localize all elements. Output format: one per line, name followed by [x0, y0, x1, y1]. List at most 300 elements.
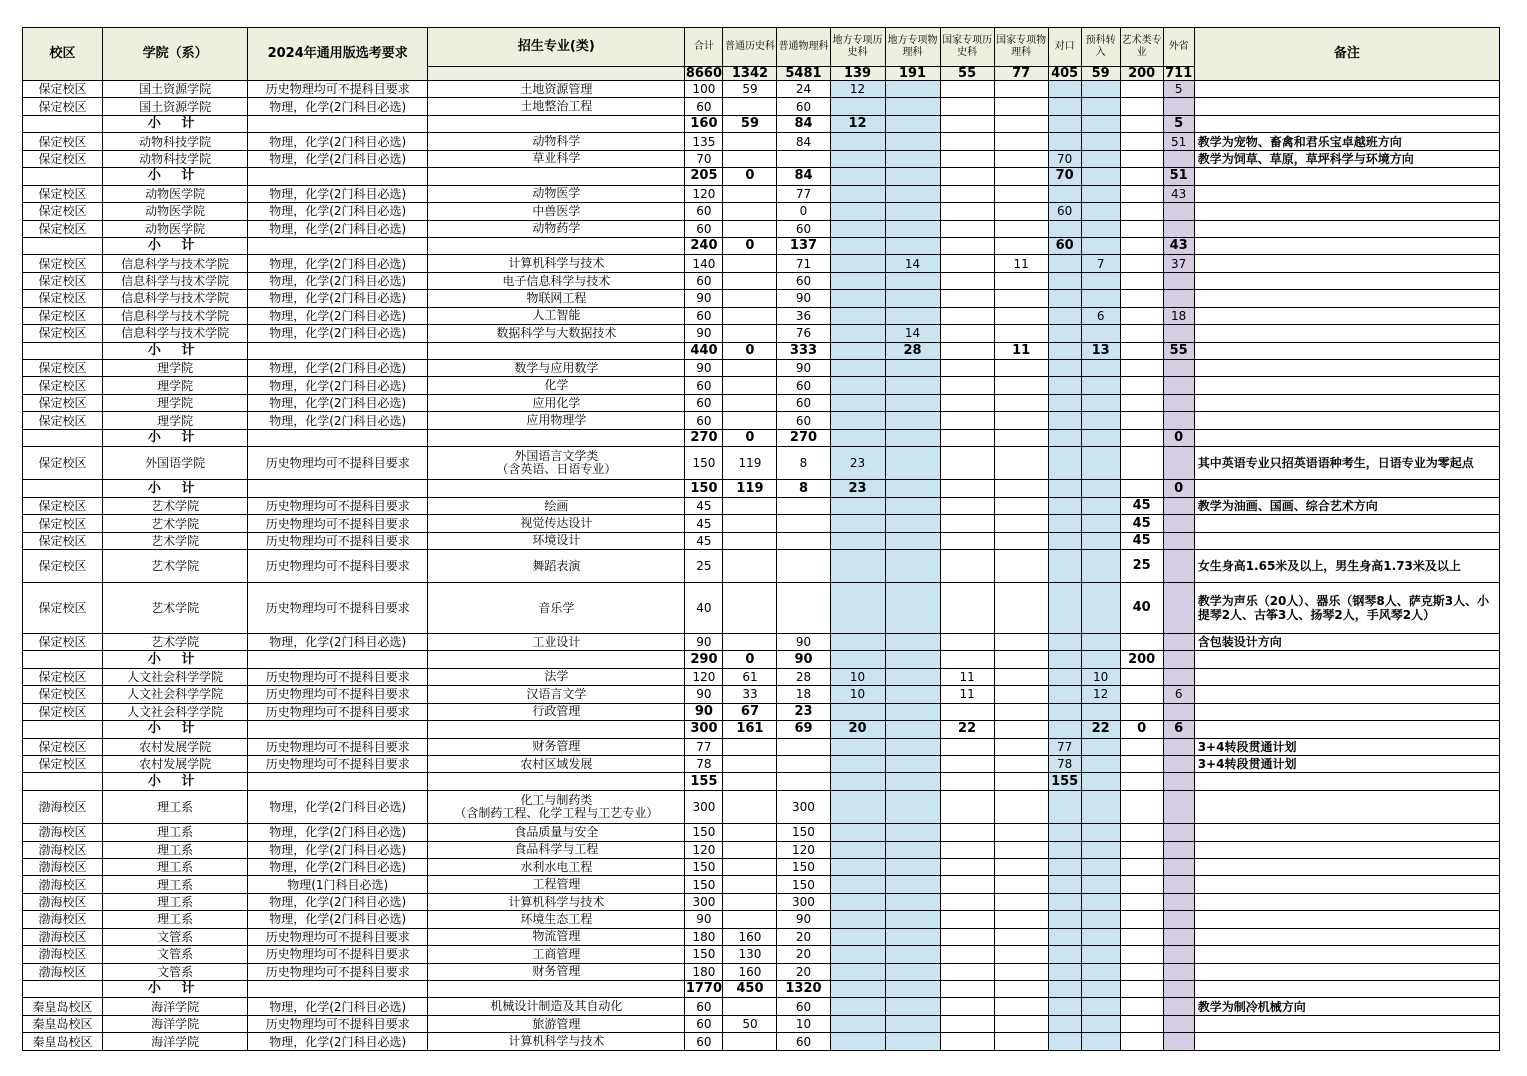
- note-cell: [1194, 272, 1499, 289]
- dfls-cell: [830, 272, 885, 289]
- table-row: [23, 81, 1500, 98]
- req-cell: 历史物理均可不提科目要求: [248, 686, 428, 703]
- total-cell: 60: [685, 1015, 723, 1032]
- req-cell: 历史物理均可不提科目要求: [248, 703, 428, 720]
- ls-cell: [723, 790, 777, 823]
- header-physics: 普通物理科: [777, 28, 830, 67]
- wl-cell: 20: [777, 963, 830, 980]
- ys-cell: 25: [1120, 550, 1163, 583]
- grand-total: 8660: [685, 66, 723, 81]
- req-cell: 物理，化学(2门科目必选): [248, 841, 428, 858]
- college-cell: 理学院: [103, 360, 248, 377]
- campus-cell: 渤海校区: [23, 911, 103, 928]
- total-cell: 60: [685, 412, 723, 429]
- ys-cell: [1120, 307, 1163, 324]
- wl-cell: 90: [777, 911, 830, 928]
- subtotal-yk-cell: [1081, 981, 1120, 998]
- note-cell: [1194, 981, 1499, 998]
- major-name: 财务管理: [532, 739, 581, 754]
- major-name: 工业设计: [532, 634, 581, 649]
- dk-cell: [1048, 633, 1081, 650]
- college-cell: 艺术学院: [103, 583, 248, 633]
- ws-cell: [1163, 497, 1194, 514]
- ls-cell: 67: [723, 703, 777, 720]
- table-row: [23, 307, 1500, 324]
- dfwl-cell: [885, 532, 940, 549]
- ys-cell: [1120, 360, 1163, 377]
- wl-cell: 23: [777, 703, 830, 720]
- gjls-cell: [940, 911, 994, 928]
- college-cell: 外国语学院: [103, 447, 248, 480]
- yk-cell: [1081, 858, 1120, 875]
- subtotal-ws-cell: 43: [1163, 237, 1194, 254]
- header-out-of-province: 外省: [1163, 28, 1194, 67]
- total-cell: 60: [685, 98, 723, 115]
- table-row: [23, 824, 1500, 841]
- dfwl-cell: [885, 824, 940, 841]
- subtotal-dk-cell: [1048, 429, 1081, 446]
- req-cell: 物理，化学(2门科目必选): [248, 360, 428, 377]
- wl-cell: 18: [777, 686, 830, 703]
- dk-cell: [1048, 893, 1081, 910]
- subtotal-total-cell: 270: [685, 429, 723, 446]
- subtotal-total-cell: 205: [685, 168, 723, 185]
- table-row: [23, 858, 1500, 875]
- subtotal-row: [23, 237, 1500, 254]
- dfls-cell: [830, 738, 885, 755]
- dfls-cell: [830, 858, 885, 875]
- major-cell: [428, 203, 685, 220]
- ys-cell: [1120, 325, 1163, 342]
- gjwl-cell: [994, 185, 1048, 202]
- major-cell: [428, 946, 685, 963]
- note-cell: 教学为制冷机械方向: [1194, 998, 1499, 1015]
- gjls-cell: [940, 963, 994, 980]
- ys-cell: [1120, 790, 1163, 823]
- total-cell: 60: [685, 220, 723, 237]
- campus-cell: 秦皇岛校区: [23, 1015, 103, 1032]
- major-cell: [428, 255, 685, 272]
- table-row: [23, 633, 1500, 650]
- subtotal-total-cell: 440: [685, 342, 723, 359]
- major-cell: [428, 1015, 685, 1032]
- yk-cell: [1081, 81, 1120, 98]
- subtotal-yk-cell: [1081, 651, 1120, 668]
- subtotal-dfwl-cell: [885, 651, 940, 668]
- dfwl-cell: 14: [885, 255, 940, 272]
- subtotal-row: [23, 342, 1500, 359]
- dfls-cell: [830, 515, 885, 532]
- ws-cell: [1163, 911, 1194, 928]
- yk-cell: [1081, 703, 1120, 720]
- req-cell: 历史物理均可不提科目要求: [248, 515, 428, 532]
- ys-cell: [1120, 255, 1163, 272]
- wl-cell: 60: [777, 1033, 830, 1051]
- dk-cell: [1048, 497, 1081, 514]
- dk-cell: [1048, 668, 1081, 685]
- major-cell: [428, 824, 685, 841]
- ys-cell: [1120, 447, 1163, 480]
- req-cell: 历史物理均可不提科目要求: [248, 583, 428, 633]
- subtotal-college-cell: 小 计: [103, 115, 248, 132]
- subtotal-dfls-cell: [830, 981, 885, 998]
- wl-cell: 60: [777, 220, 830, 237]
- total-cell: 180: [685, 928, 723, 945]
- req-cell: 物理，化学(2门科目必选): [248, 790, 428, 823]
- note-cell: [1194, 858, 1499, 875]
- req-cell: 物理，化学(2门科目必选): [248, 824, 428, 841]
- subtotal-req-cell: [248, 168, 428, 185]
- wl-cell: 150: [777, 858, 830, 875]
- req-cell: 历史物理均可不提科目要求: [248, 963, 428, 980]
- yk-cell: [1081, 290, 1120, 307]
- college-cell: 农村发展学院: [103, 755, 248, 772]
- major-cell: [428, 360, 685, 377]
- subtotal-total-cell: 155: [685, 773, 723, 790]
- ls-cell: [723, 1033, 777, 1051]
- wl-cell: 120: [777, 841, 830, 858]
- table-row: [23, 447, 1500, 480]
- header-counterpart: 对口: [1048, 28, 1081, 67]
- dk-cell: [1048, 841, 1081, 858]
- gjls-cell: [940, 583, 994, 633]
- dfls-cell: 10: [830, 668, 885, 685]
- gjwl-cell: [994, 203, 1048, 220]
- req-cell: 物理，化学(2门科目必选): [248, 220, 428, 237]
- major-name: 旅游管理: [532, 1016, 581, 1031]
- dfwl-cell: 14: [885, 325, 940, 342]
- major-name: 水利水电工程: [520, 859, 593, 874]
- ws-cell: 37: [1163, 255, 1194, 272]
- ys-cell: 45: [1120, 497, 1163, 514]
- subtotal-ls-cell: 450: [723, 981, 777, 998]
- header-requirement: 2024年通用版选考要求: [248, 28, 428, 81]
- req-cell: 物理，化学(2门科目必选): [248, 633, 428, 650]
- req-cell: 物理，化学(2门科目必选): [248, 255, 428, 272]
- wl-cell: 60: [777, 998, 830, 1015]
- ys-cell: 45: [1120, 532, 1163, 549]
- ws-cell: [1163, 412, 1194, 429]
- dk-cell: [1048, 220, 1081, 237]
- subtotal-major-cell: [428, 237, 685, 254]
- ws-cell: [1163, 515, 1194, 532]
- yk-cell: [1081, 928, 1120, 945]
- dk-cell: [1048, 360, 1081, 377]
- subtotal-ys-cell: [1120, 480, 1163, 497]
- header-national-history: 国家专项历史科: [940, 28, 994, 67]
- table-row: [23, 412, 1500, 429]
- major-detail: （含制药工程、化学工程与工艺专业）: [454, 805, 659, 820]
- subtotal-row: [23, 773, 1500, 790]
- req-cell: 历史物理均可不提科目要求: [248, 497, 428, 514]
- major-name: 计算机科学与技术: [508, 894, 605, 909]
- ws-cell: [1163, 633, 1194, 650]
- yk-cell: [1081, 755, 1120, 772]
- table-row: [23, 583, 1500, 633]
- dfwl-cell: [885, 360, 940, 377]
- dfwl-cell: [885, 497, 940, 514]
- total-cell: 120: [685, 841, 723, 858]
- dk-cell: [1048, 447, 1081, 480]
- subtotal-wl-cell: 8: [777, 480, 830, 497]
- ys-cell: [1120, 377, 1163, 394]
- major-cell: [428, 633, 685, 650]
- major-cell: [428, 98, 685, 115]
- ys-cell: [1120, 963, 1163, 980]
- dfwl-cell: [885, 1015, 940, 1032]
- dfwl-cell: [885, 738, 940, 755]
- note-cell: [1194, 342, 1499, 359]
- major-name: 视觉传达设计: [520, 516, 593, 531]
- major-name: 绘画: [544, 498, 569, 513]
- major-cell: [428, 377, 685, 394]
- gjls-cell: [940, 893, 994, 910]
- grand-total-preparatory: 59: [1081, 67, 1120, 81]
- gjls-cell: [940, 790, 994, 823]
- ls-cell: [723, 738, 777, 755]
- subtotal-gjwl-cell: [994, 115, 1048, 132]
- gjls-cell: [940, 447, 994, 480]
- header-local-history: 地方专项历史科: [830, 28, 885, 67]
- subtotal-dfwl-cell: [885, 981, 940, 998]
- note-cell: 教学为饲草、草原，草坪科学与环境方向: [1194, 150, 1499, 167]
- note-cell: [1194, 394, 1499, 411]
- major-cell: [428, 307, 685, 324]
- campus-cell: 保定校区: [23, 185, 103, 202]
- total-cell: 90: [685, 360, 723, 377]
- table-header: [23, 28, 1500, 81]
- yk-cell: [1081, 876, 1120, 893]
- yk-cell: [1081, 394, 1120, 411]
- ys-cell: [1120, 858, 1163, 875]
- total-cell: 90: [685, 911, 723, 928]
- subtotal-ys-cell: 200: [1120, 651, 1163, 668]
- ys-cell: [1120, 824, 1163, 841]
- dk-cell: [1048, 133, 1081, 150]
- dfwl-cell: [885, 928, 940, 945]
- dfls-cell: [830, 633, 885, 650]
- yk-cell: [1081, 377, 1120, 394]
- college-cell: 动物医学院: [103, 220, 248, 237]
- major-cell: [428, 790, 685, 823]
- gjls-cell: [940, 377, 994, 394]
- subtotal-dfls-cell: [830, 237, 885, 254]
- subtotal-gjls-cell: [940, 773, 994, 790]
- total-cell: 120: [685, 668, 723, 685]
- ws-cell: [1163, 203, 1194, 220]
- gjls-cell: [940, 738, 994, 755]
- yk-cell: [1081, 963, 1120, 980]
- college-cell: 信息科学与技术学院: [103, 255, 248, 272]
- ys-cell: [1120, 928, 1163, 945]
- subtotal-campus-cell: [23, 168, 103, 185]
- enrollment-table: [22, 27, 1500, 1051]
- subtotal-req-cell: [248, 651, 428, 668]
- subtotal-req-cell: [248, 429, 428, 446]
- total-cell: 90: [685, 703, 723, 720]
- gjwl-cell: [994, 583, 1048, 633]
- gjwl-cell: [994, 272, 1048, 289]
- dk-cell: [1048, 377, 1081, 394]
- dfwl-cell: [885, 550, 940, 583]
- dk-cell: [1048, 1015, 1081, 1032]
- campus-cell: 秦皇岛校区: [23, 1033, 103, 1051]
- total-cell: 78: [685, 755, 723, 772]
- dfwl-cell: [885, 133, 940, 150]
- campus-cell: 渤海校区: [23, 858, 103, 875]
- req-cell: 物理，化学(2门科目必选): [248, 185, 428, 202]
- dk-cell: [1048, 686, 1081, 703]
- dk-cell: [1048, 963, 1081, 980]
- subtotal-dfls-cell: [830, 773, 885, 790]
- dfwl-cell: [885, 203, 940, 220]
- ls-cell: [723, 272, 777, 289]
- gjls-cell: [940, 633, 994, 650]
- table-row: [23, 946, 1500, 963]
- gjls-cell: [940, 360, 994, 377]
- gjwl-cell: [994, 394, 1048, 411]
- subtotal-college-cell: 小 计: [103, 342, 248, 359]
- ls-cell: [723, 133, 777, 150]
- major-cell: [428, 447, 685, 480]
- subtotal-major-cell: [428, 342, 685, 359]
- major-cell: [428, 738, 685, 755]
- ls-cell: [723, 497, 777, 514]
- subtotal-college-cell: 小 计: [103, 168, 248, 185]
- ws-cell: [1163, 1015, 1194, 1032]
- ls-cell: [723, 532, 777, 549]
- subtotal-gjwl-cell: [994, 651, 1048, 668]
- total-cell: 60: [685, 272, 723, 289]
- gjls-cell: [940, 515, 994, 532]
- ws-cell: [1163, 377, 1194, 394]
- subtotal-major-cell: [428, 115, 685, 132]
- wl-cell: 60: [777, 98, 830, 115]
- table-row: [23, 203, 1500, 220]
- campus-cell: 渤海校区: [23, 946, 103, 963]
- note-cell: [1194, 911, 1499, 928]
- gjwl-cell: 11: [994, 255, 1048, 272]
- subtotal-gjwl-cell: [994, 721, 1048, 738]
- gjwl-cell: [994, 928, 1048, 945]
- ws-cell: [1163, 841, 1194, 858]
- total-cell: 100: [685, 81, 723, 98]
- total-cell: 60: [685, 307, 723, 324]
- ws-cell: [1163, 447, 1194, 480]
- header-campus: 校区: [23, 28, 103, 81]
- subtotal-ls-cell: 0: [723, 429, 777, 446]
- dfls-cell: [830, 412, 885, 429]
- note-cell: [1194, 773, 1499, 790]
- wl-cell: 90: [777, 633, 830, 650]
- total-cell: 180: [685, 963, 723, 980]
- header-preparatory: 预科转入: [1081, 28, 1120, 67]
- college-cell: 理工系: [103, 893, 248, 910]
- ys-cell: 45: [1120, 515, 1163, 532]
- dfls-cell: [830, 307, 885, 324]
- major-name: 工程管理: [532, 877, 581, 892]
- campus-cell: 保定校区: [23, 703, 103, 720]
- yk-cell: [1081, 272, 1120, 289]
- ws-cell: [1163, 325, 1194, 342]
- subtotal-ls-cell: [723, 773, 777, 790]
- college-cell: 动物科技学院: [103, 150, 248, 167]
- major-name: 财务管理: [532, 964, 581, 979]
- total-cell: 90: [685, 686, 723, 703]
- total-cell: 60: [685, 203, 723, 220]
- ys-cell: [1120, 998, 1163, 1015]
- dfls-cell: [830, 290, 885, 307]
- ys-cell: [1120, 394, 1163, 411]
- subtotal-ls-cell: 161: [723, 721, 777, 738]
- table-row: [23, 963, 1500, 980]
- campus-cell: 保定校区: [23, 686, 103, 703]
- req-cell: 历史物理均可不提科目要求: [248, 928, 428, 945]
- subtotal-campus-cell: [23, 981, 103, 998]
- dfwl-cell: [885, 1033, 940, 1051]
- college-cell: 理学院: [103, 377, 248, 394]
- total-cell: 90: [685, 633, 723, 650]
- major-name: 舞蹈表演: [532, 558, 581, 573]
- ws-cell: [1163, 946, 1194, 963]
- subtotal-dk-cell: [1048, 721, 1081, 738]
- gjls-cell: [940, 858, 994, 875]
- table-row: [23, 185, 1500, 202]
- subtotal-ys-cell: [1120, 773, 1163, 790]
- major-cell: [428, 928, 685, 945]
- ls-cell: [723, 911, 777, 928]
- gjwl-cell: [994, 1033, 1048, 1051]
- dfls-cell: [830, 911, 885, 928]
- req-cell: 物理，化学(2门科目必选): [248, 203, 428, 220]
- major-name: 电子信息科学与技术: [502, 273, 611, 288]
- subtotal-req-cell: [248, 981, 428, 998]
- yk-cell: [1081, 1033, 1120, 1051]
- ys-cell: [1120, 876, 1163, 893]
- campus-cell: 保定校区: [23, 497, 103, 514]
- ys-cell: [1120, 841, 1163, 858]
- req-cell: 物理，化学(2门科目必选): [248, 858, 428, 875]
- subtotal-yk-cell: [1081, 237, 1120, 254]
- college-cell: 动物科技学院: [103, 133, 248, 150]
- dfwl-cell: [885, 755, 940, 772]
- note-cell: [1194, 703, 1499, 720]
- yk-cell: 10: [1081, 668, 1120, 685]
- grand-total-physics: 5481: [777, 67, 830, 81]
- subtotal-wl-cell: 90: [777, 651, 830, 668]
- college-cell: 信息科学与技术学院: [103, 325, 248, 342]
- total-cell: 60: [685, 377, 723, 394]
- subtotal-major-cell: [428, 981, 685, 998]
- college-cell: 艺术学院: [103, 550, 248, 583]
- college-cell: 文管系: [103, 963, 248, 980]
- dk-cell: [1048, 325, 1081, 342]
- ls-cell: [723, 824, 777, 841]
- ls-cell: [723, 394, 777, 411]
- major-cell: [428, 963, 685, 980]
- ws-cell: [1163, 824, 1194, 841]
- campus-cell: 保定校区: [23, 394, 103, 411]
- dk-cell: [1048, 412, 1081, 429]
- ws-cell: [1163, 963, 1194, 980]
- dk-cell: [1048, 98, 1081, 115]
- major-name: 汉语言文学: [526, 686, 587, 701]
- subtotal-req-cell: [248, 115, 428, 132]
- dfwl-cell: [885, 876, 940, 893]
- dfwl-cell: [885, 790, 940, 823]
- req-cell: 物理，化学(2门科目必选): [248, 1033, 428, 1051]
- subtotal-dk-cell: [1048, 115, 1081, 132]
